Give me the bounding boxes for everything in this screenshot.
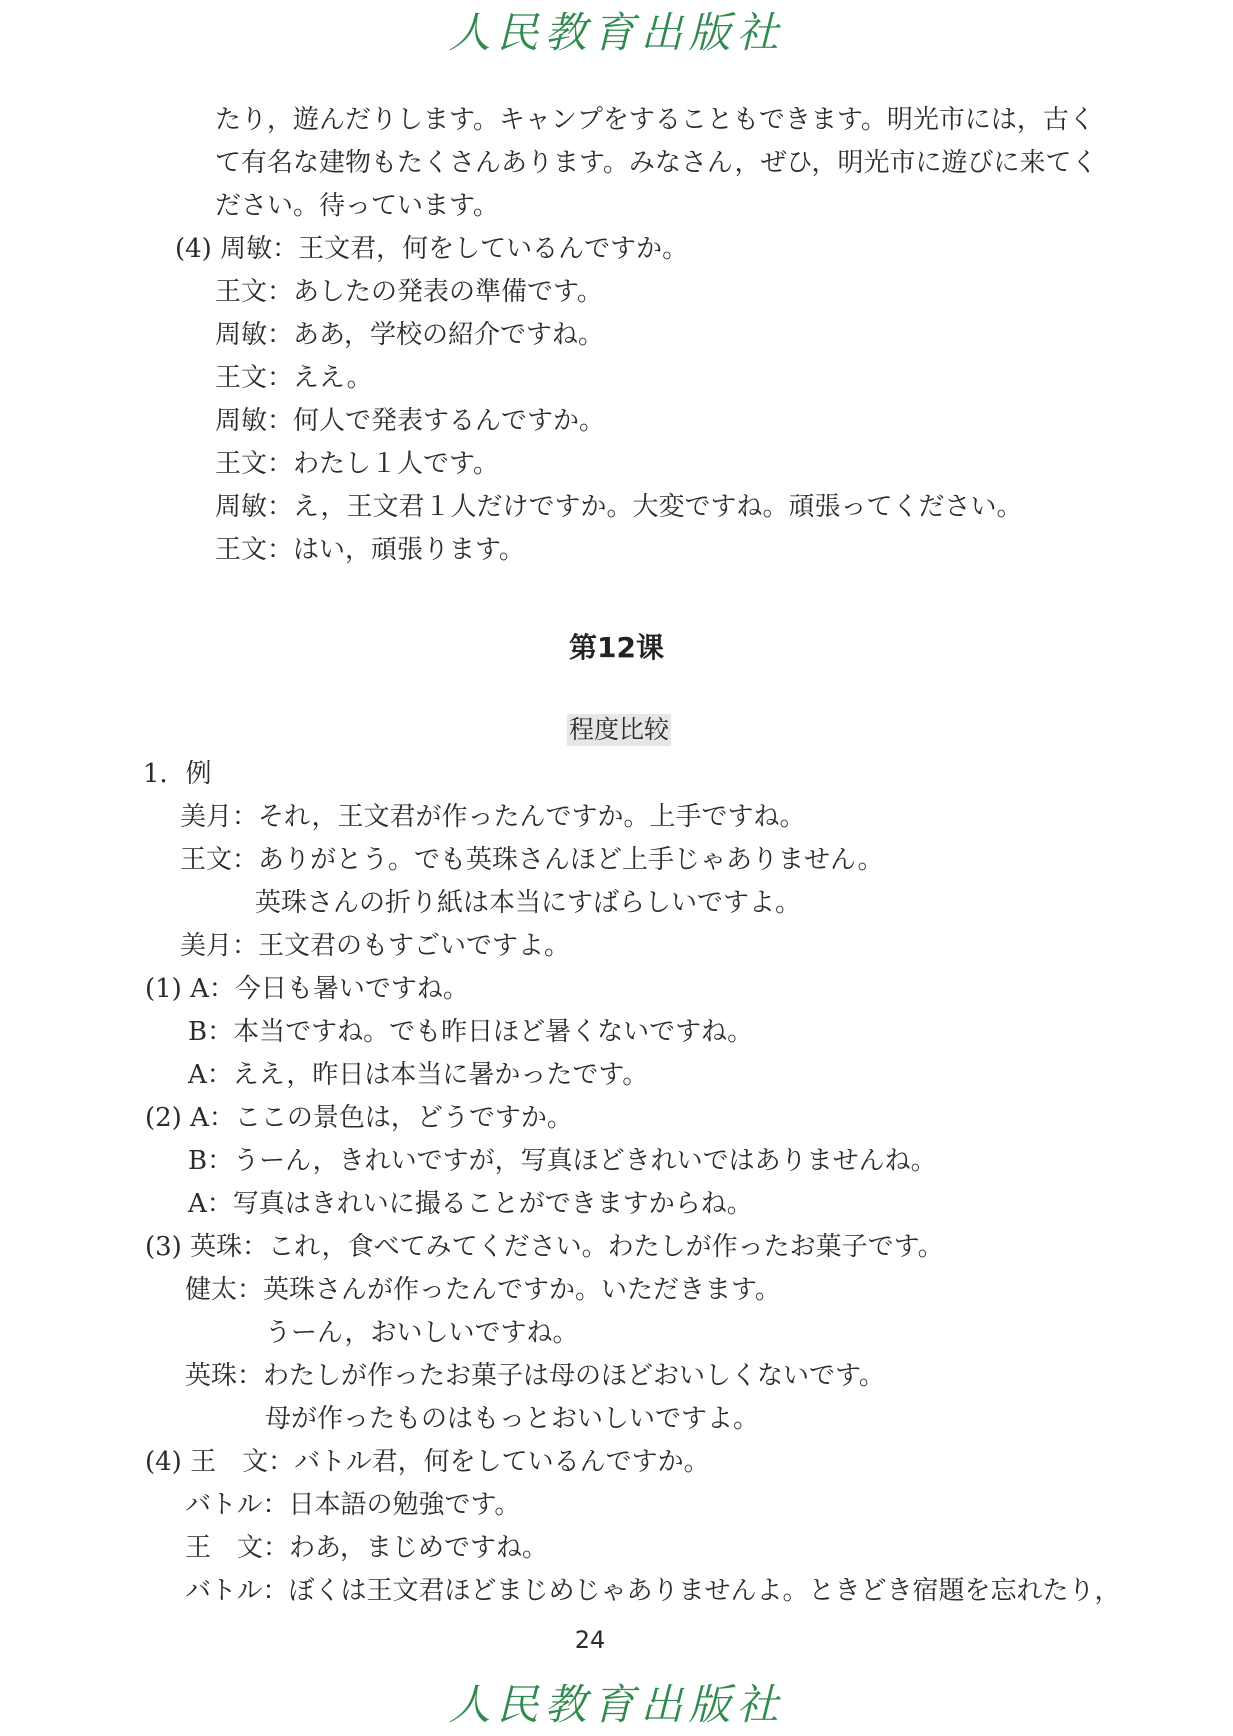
dialogue-line: 周敏：え，王文君１人だけですか。大変ですね。頑張ってください。 [215, 492, 1023, 522]
dialogue-line: 健太：英珠さんが作ったんですか。いただきます。 [185, 1275, 781, 1305]
dialogue-line: (3) 英珠：これ，食べてみてください。わたしが作ったお菓子です。 [145, 1232, 944, 1262]
page-number: 24 [574, 1626, 606, 1654]
dialogue-line: A：ええ，昨日は本当に暑かったです。 [188, 1060, 649, 1090]
dialogue-line: (1) A：今日も暑いですね。 [145, 974, 469, 1004]
example-line: 美月：王文君のもすごいですよ。 [180, 931, 571, 961]
dialogue-line: 王文：あしたの発表の準備です。 [215, 277, 603, 307]
dialogue-line: (4) 王 文：バトル君，何をしているんですか。 [145, 1447, 710, 1477]
dialogue-line: B：本当ですね。でも昨日ほど暑くないですね。 [188, 1017, 754, 1047]
dialogue-line: 王文：はい，頑張ります。 [215, 535, 525, 565]
paragraph-line: たり，遊んだりします。キャンプをすることもできます。明光市には，古く [215, 105, 1095, 135]
publisher-logo-header: 人民教育出版社 [448, 8, 785, 57]
dialogue-line: (4) 周敏：王文君，何をしているんですか。 [175, 234, 689, 264]
dialogue-line: 王文：ええ。 [215, 363, 373, 393]
lesson-title: 第12课 [569, 631, 664, 664]
dialogue-line: 王 文：わあ，まじめですね。 [185, 1533, 548, 1563]
dialogue-line: B：うーん，きれいですが，写真ほどきれいではありませんね。 [188, 1146, 937, 1176]
dialogue-line: バトル：日本語の勉強です。 [185, 1490, 521, 1520]
dialogue-line: 英珠：わたしが作ったお菓子は母のほどおいしくないです。 [185, 1361, 885, 1391]
example-line: 王文：ありがとう。でも英珠さんほど上手じゃありません。 [180, 845, 884, 875]
example-heading: 1．例 [143, 759, 212, 789]
dialogue-line: 周敏：ああ，学校の紹介ですね。 [215, 320, 604, 350]
dialogue-line: (2) A：ここの景色は，どうですか。 [145, 1103, 573, 1133]
publisher-logo-footer: 人民教育出版社 [448, 1680, 785, 1729]
dialogue-line: バトル：ぼくは王文君ほどまじめじゃありませんよ。ときどき宿題を忘れたり， [185, 1576, 1121, 1606]
paragraph-line: ださい。待っています。 [215, 191, 499, 221]
example-line: 美月：それ，王文君が作ったんですか。上手ですね。 [180, 802, 806, 832]
dialogue-line: 周敏：何人で発表するんですか。 [215, 406, 606, 436]
section-title: 程度比较 [569, 715, 670, 744]
dialogue-line: 王文：わたし１人です。 [215, 449, 499, 479]
dialogue-line: うーん，おいしいですね。 [265, 1318, 579, 1348]
dialogue-line: A：写真はきれいに撮ることができますからね。 [188, 1189, 753, 1219]
paragraph-line: て有名な建物もたくさんあります。みなさん，ぜひ，明光市に遊びに来てく [215, 148, 1098, 178]
example-line: 英珠さんの折り紙は本当にすばらしいですよ。 [255, 888, 802, 918]
dialogue-line: 母が作ったものはもっとおいしいですよ。 [265, 1404, 760, 1434]
